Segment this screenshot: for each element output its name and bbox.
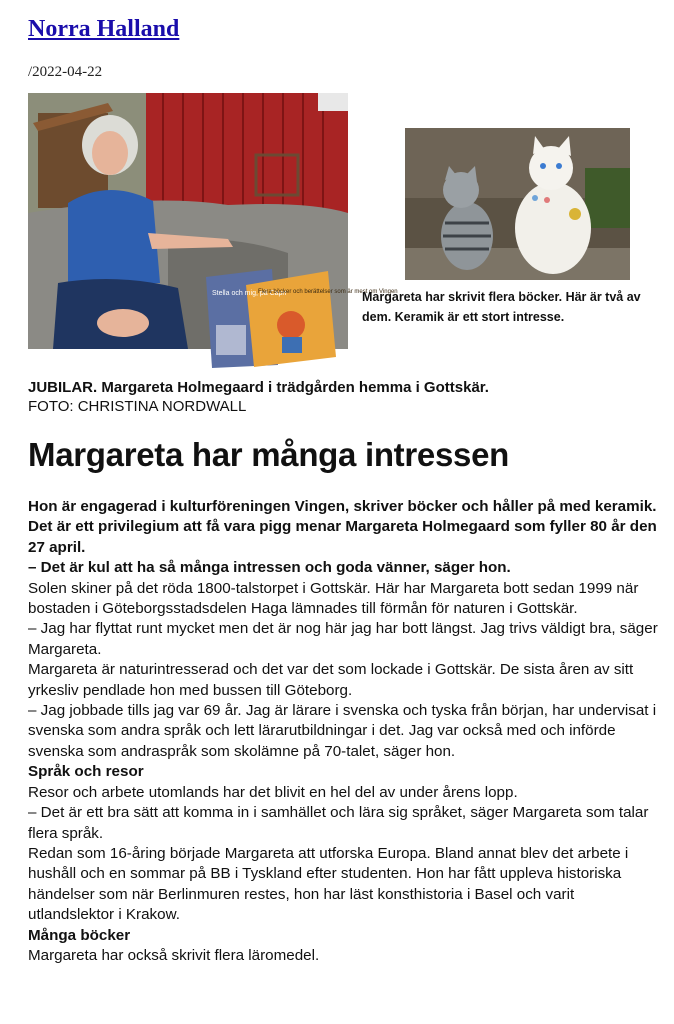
cats-photo-caption: Margareta har skrivit flera böcker. Här är två av dem. Keramik är ett stort intresse. <box>362 290 641 324</box>
paragraph: Resor och arbete utomlands har det blivit en hel del av under årens lopp. <box>28 783 518 801</box>
paragraph: – Jag jobbade tills jag var 69 år. Jag är lärare i svenska och tyska från början, har undervisat i svenska som andra språk och lett lärarutbildningar i det. Jag var också med och införde svenska som andraspråk som skolämne på 70-talet, säger hon. <box>28 702 657 760</box>
books-photo <box>206 265 398 368</box>
books-illustration <box>206 265 398 368</box>
book1-title: Stella och mig, på Capri <box>212 290 287 297</box>
paragraph: Margareta är naturintresserad och det var det som lockade i Gottskär. De sista åren av sitt yrkesliv pendlade hon med bussen till Göteborg. <box>28 661 634 699</box>
cats-photo <box>405 128 630 280</box>
photo-credit: FOTO: CHRISTINA NORDWALL <box>28 398 247 415</box>
paragraph: – Det är ett bra sätt att komma in i samhället och lära sig språket, säger Margareta som talar flera språk. <box>28 804 649 842</box>
ceramic-cats-illustration <box>405 128 630 280</box>
article-body <box>28 497 658 966</box>
headline: Margareta har många intressen <box>28 436 509 473</box>
paragraph: Solen skiner på det röda 1800-talstorpet i Gottskär. Här har Margareta bott sedan 1999 när bostaden i Göteborgsstadsdelen Haga lämnades till förmån för naturen i Gottskär. <box>28 579 639 618</box>
book2-title: Flera böcker och berättelser som är mest om Vingen <box>258 289 398 295</box>
paragraph: – Jag har flyttat runt mycket men det är nog här jag har bott längst. Jag trivs väldigt bra, säger Margareta. <box>28 620 658 658</box>
paragraph: Redan som 16-åring började Margareta att utforska Europa. Bland annat blev det arbete i hushåll och en sommar på BB i Tyskland efter studenten. Hon har fått uppleva historiska händelser som när Berlinmuren restes, hon har läst konsthistoria i Basel och varit utlandslektor i Krakow. <box>28 844 629 924</box>
publish-date: /2022-04-22 <box>28 64 103 80</box>
bold-paragraph: Språk och resor <box>28 763 144 781</box>
bold-paragraph: Hon är engagerad i kulturföreningen Vingen, skriver böcker och håller på med keramik. <box>28 498 657 515</box>
photo-caption <box>28 378 489 416</box>
caption-text: JUBILAR. Margareta Holmegaard i trädgården hemma i Gottskär. <box>28 379 489 396</box>
bold-paragraph: Många böcker <box>28 926 131 944</box>
bold-paragraph: – Det är kul att ha så många intressen och goda vänner, säger hon. <box>28 559 511 577</box>
paragraph: Margareta har också skrivit flera läromedel. <box>28 946 320 964</box>
publication-link[interactable]: Norra Halland <box>28 16 180 42</box>
bold-paragraph: Det är ett privilegium att få vara pigg menar Margareta Holmegaard som fyller 80 år den 27 april. <box>28 518 657 556</box>
